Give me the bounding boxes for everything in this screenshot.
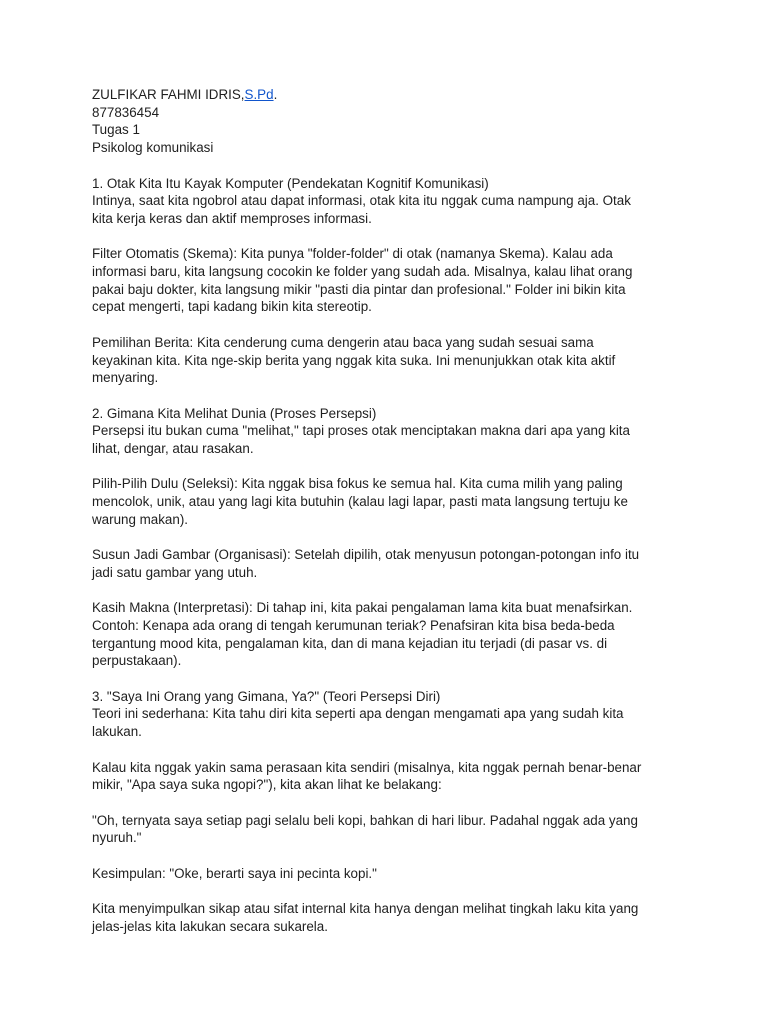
paragraph-gap	[92, 582, 692, 600]
paragraph-gap	[92, 794, 692, 812]
text-line: nyuruh."	[92, 830, 142, 846]
paragraph	[92, 865, 692, 883]
paragraph	[92, 546, 692, 581]
text-line: lakukan.	[92, 724, 142, 740]
student-id: 877836454	[92, 104, 160, 120]
text-line: perpustakaan).	[92, 653, 182, 669]
text-line: Intinya, saat kita ngobrol atau dapat informasi, otak kita itu nggak cuma nampung aja. Otak	[92, 193, 631, 209]
text-line: Pilih-Pilih Dulu (Seleksi): Kita nggak bisa fokus ke semua hal. Kita cuma milih yang paling	[92, 476, 623, 492]
text-line: keyakinan kita. Kita nge-skip berita yang nggak kita suka. Ini menunjukkan otak kita aktif	[92, 352, 616, 368]
paragraph	[92, 334, 692, 387]
paragraph-gap	[92, 741, 692, 759]
text-line: Persepsi itu bukan cuma "melihat," tapi proses otak menciptakan makna dari apa yang kita	[92, 423, 630, 439]
paragraph-gap	[92, 529, 692, 547]
text-line: Kesimpulan: "Oke, berarti saya ini pecinta kopi."	[92, 865, 377, 881]
paragraph-gap	[92, 847, 692, 865]
text-line: "Oh, ternyata saya setiap pagi selalu beli kopi, bahkan di hari libur. Padahal nggak ada yang	[92, 812, 638, 828]
text-line: Susun Jadi Gambar (Organisasi): Setelah dipilih, otak menyusun potongan-potongan info itu	[92, 547, 640, 563]
text-line: Kasih Makna (Interpretasi): Di tahap ini, kita pakai pengalaman lama kita buat menafsirkan.	[92, 600, 633, 616]
paragraph-gap	[92, 316, 692, 334]
paragraph	[92, 759, 692, 794]
text-line: mencolok, unik, atau yang lagi kita butuhin (kalau lagi lapar, pasti mata langsung tertuju ke	[92, 494, 628, 510]
document-page	[92, 86, 692, 936]
author-name: ZULFIKAR FAHMI IDRIS,	[92, 87, 245, 102]
paragraph	[92, 475, 692, 528]
text-line: warung makan).	[92, 511, 189, 527]
text-line: Kalau kita nggak yakin sama perasaan kita sendiri (misalnya, kita nggak pernah benar-benar	[92, 759, 642, 775]
text-line: Kita menyimpulkan sikap atau sifat internal kita hanya dengan melihat tingkah laku kita yang	[92, 901, 639, 917]
assignment-title: Tugas 1	[92, 122, 140, 138]
paragraph-gap	[92, 882, 692, 900]
text-line: Filter Otomatis (Skema): Kita punya "folder-folder" di otak (namanya Skema). Kalau ada	[92, 246, 613, 262]
document-body	[92, 175, 692, 936]
text-line: mikir, "Apa saya suka ngopi?"), kita akan lihat ke belakang:	[92, 777, 442, 793]
paragraph-gap	[92, 458, 692, 476]
text-line: cepat mengerti, tapi kadang bikin kita stereotip.	[92, 299, 372, 315]
paragraph	[92, 245, 692, 316]
paragraph-gap	[92, 670, 692, 688]
text-line: jelas-jelas kita lakukan secara sukarela.	[92, 918, 328, 934]
degree-link[interactable]: S.Pd	[244, 87, 274, 102]
text-line: menyaring.	[92, 370, 159, 386]
text-line: Teori ini sederhana: Kita tahu diri kita seperti apa dengan mengamati apa yang sudah kita	[92, 706, 624, 722]
paragraph	[92, 900, 692, 935]
spacer	[92, 157, 692, 175]
course-name: Psikolog komunikasi	[92, 140, 214, 156]
section-heading-paragraph	[92, 175, 692, 228]
text-line: tergantung mood kita, pengalaman kita, dan di mana kejadian itu terjadi (di pasar vs. di	[92, 635, 608, 651]
paragraph	[92, 599, 692, 670]
text-line: pakai baju dokter, kita langsung mikir "pasti dia pintar dan profesional." Folder ini bikin kita	[92, 281, 626, 297]
text-line: 3. "Saya Ini Orang yang Gimana, Ya?" (Teori Persepsi Diri)	[92, 688, 441, 704]
text-line: Contoh: Kenapa ada orang di tengah kerumunan teriak? Penafsiran kita bisa beda-beda	[92, 617, 615, 633]
author-line	[92, 86, 692, 104]
text-line: lihat, dengar, atau rasakan.	[92, 441, 254, 456]
paragraph-gap	[92, 228, 692, 246]
paragraph	[92, 812, 692, 847]
text-line: jadi satu gambar yang utuh.	[92, 564, 258, 580]
text-line: Pemilihan Berita: Kita cenderung cuma dengerin atau baca yang sudah sesuai sama	[92, 334, 594, 350]
text-line: kita kerja keras dan aktif memproses informasi.	[92, 210, 372, 226]
section-heading-paragraph	[92, 405, 692, 458]
text-line: informasi baru, kita langsung cocokin ke folder yang sudah ada. Misalnya, kalau lihat orang	[92, 264, 633, 279]
section-heading-paragraph	[92, 688, 692, 741]
degree-suffix: .	[273, 87, 278, 102]
text-line: 1. Otak Kita Itu Kayak Komputer (Pendekatan Kognitif Komunikasi)	[92, 175, 489, 191]
paragraph-gap	[92, 387, 692, 405]
text-line: 2. Gimana Kita Melihat Dunia (Proses Persepsi)	[92, 405, 377, 421]
